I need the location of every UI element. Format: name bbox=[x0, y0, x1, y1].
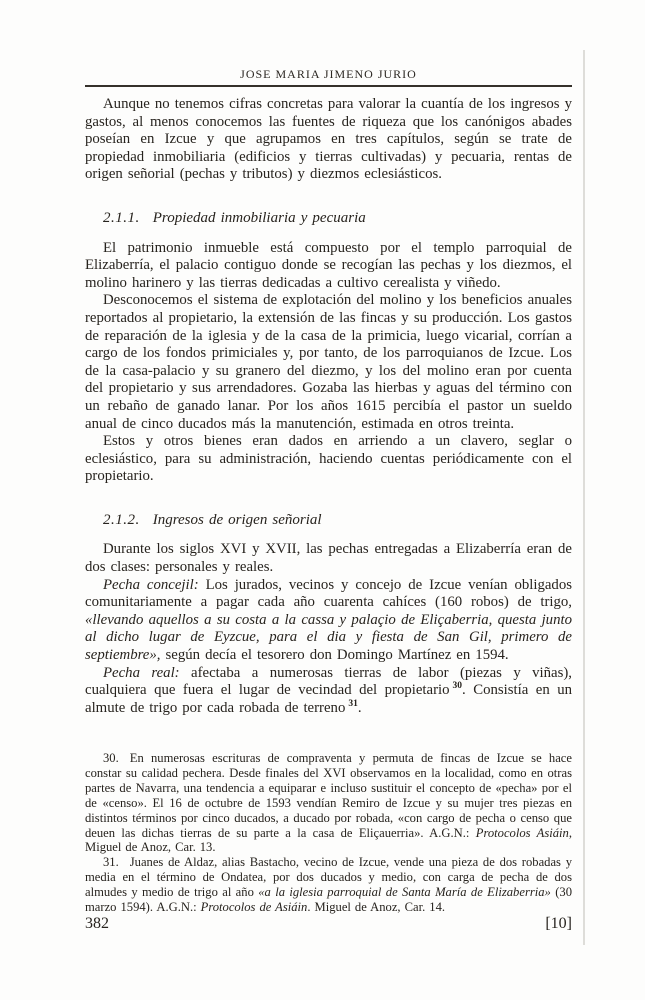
italic-run: Pecha real: bbox=[103, 664, 180, 681]
footnotes bbox=[85, 751, 572, 915]
text-run: Juanes de Aldaz, alias Bastacho, vecino de Izcue, vende una pieza de dos robadas y media en el término de Ondatea, por dos ducados y medio, con carga de pecha de dos almudes y medio de trigo al año bbox=[85, 855, 572, 900]
section-title: Propiedad inmobiliaria y pecuaria bbox=[152, 209, 366, 226]
italic-run: «a la iglesia parroquial de Santa María de Elizaberria» bbox=[258, 885, 551, 900]
header-rule bbox=[85, 85, 572, 87]
body-paragraph bbox=[85, 240, 572, 293]
italic-run: Pecha concejil: bbox=[103, 576, 199, 593]
text-run: Los jurados, vecinos y concejo de Izcue venían obligados comunitariamente a pagar cada año cuarenta cahíces (160 robos) de trigo, bbox=[85, 576, 572, 611]
article-body bbox=[85, 96, 572, 717]
body-paragraph bbox=[85, 96, 572, 184]
text-run: Desconocemos el sistema de explotación del molino y los beneficios anuales reportados al propietario, la extensión de las fincas y su producción. Los gastos de reparación de la iglesia y de la casa de la primicia, luego vicarial, corrían a cargo de los fondos primiciales y, por tanto, de los parroquianos de Izcue. Los de la casa-palacio y su granero del diezmo, y los del molino eran por cuenta del propietario y sus arrendadores. Gozaba las hierbas y aguas del término con un rebaño de ganado lanar. Por los años 1615 percibía el pastor un sueldo anual de cinco ducados más la manutención, estimada en otros treinta. bbox=[85, 292, 572, 432]
body-paragraph bbox=[85, 665, 572, 718]
footnote bbox=[85, 855, 572, 915]
section-heading bbox=[85, 512, 572, 530]
italic-run: «llevando aquellos a su costa a la cassa y palaçio de Eliçaberria, questa junto al dicho lugar de Eyzcue, para el dia y fiesta de San Gil, primero de septiembre», bbox=[85, 611, 572, 664]
page-number: 382 bbox=[85, 915, 109, 932]
footnote-reference: 30 bbox=[452, 681, 463, 692]
text-run: . Miguel de Anoz, Car. 14. bbox=[307, 900, 446, 915]
text-run: . Consistía en un almute de trigo por cada robada de terreno bbox=[85, 682, 572, 716]
footnote bbox=[85, 751, 572, 855]
running-header-author: JOSE MARIA JIMENO JURIO bbox=[240, 67, 417, 81]
footnote-number: 31. bbox=[103, 855, 119, 870]
text-run: Durante los siglos XVI y XVII, las pechas entregadas a Elizaberría eran de dos clases: personales y reales. bbox=[85, 541, 572, 576]
body-paragraph bbox=[85, 292, 572, 433]
section-title: Ingresos de origen señorial bbox=[152, 511, 322, 528]
scan-artifact-line bbox=[583, 50, 585, 945]
body-paragraph bbox=[85, 577, 572, 665]
footnote-number: 30. bbox=[103, 751, 119, 765]
body-paragraph bbox=[85, 433, 572, 486]
folio-number: [10] bbox=[545, 915, 572, 932]
section-number: 2.1.2. bbox=[103, 511, 140, 528]
text-run: En numerosas escrituras de compraventa y permuta de fincas de Izcue se hace constar su calidad pechera. Desde finales del XVI observamos en la localidad, como en otras partes de Navarra, una tendencia a equiparar e incluso sustituir el concepto de «pecha» por el de «censo». El 16 de octubre de 1593 vendían Remiro de Izcue y su mujer tres piezas en distintos términos por cinco ducados, a ducado por robada, «con cargo de pecha o censo que deuen las dichas tierras de su parte a la casa de Eliçauerria». A.G.N.: bbox=[85, 751, 572, 840]
italic-run: Protocolos de Asiáin bbox=[200, 900, 308, 915]
body-paragraph bbox=[85, 541, 572, 576]
page-footer bbox=[85, 915, 572, 933]
text-run: , Miguel de Anoz, Car. 13. bbox=[85, 825, 573, 855]
italic-run: Protocolos Asiáin bbox=[475, 825, 569, 840]
text-run: Estos y otros bienes eran dados en arriendo a un clavero, seglar o eclesiástico, para su administración, haciendo cuentas periódicamente con el propietario. bbox=[85, 433, 572, 485]
text-run: . bbox=[357, 699, 362, 716]
text-run: afectaba a numerosas tierras de labor (piezas y viñas), cualquiera que fuera el lugar de vecindad del propietario bbox=[85, 664, 573, 699]
text-run: según decía el tesorero don Domingo Martínez en 1594. bbox=[160, 647, 509, 664]
section-number: 2.1.1. bbox=[103, 209, 140, 226]
footnote-reference: 31 bbox=[348, 698, 358, 709]
section-heading bbox=[85, 210, 572, 228]
text-run: Aunque no tenemos cifras concretas para valorar la cuantía de los ingresos y gastos, al menos conocemos las fuentes de riqueza que los canónigos abades poseían en Izcue y que agrupamos en tres capítulos, según se trate de propiedad inmobiliaria (edificios y tierras cultivadas) y pecuaria, rentas de origen señorial (pechas y tributos) y diezmos eclesiásticos. bbox=[85, 96, 572, 183]
text-run: El patrimonio inmueble está compuesto por el templo parroquial de Elizaberría, el palacio contiguo donde se recogían las pechas y los diezmos, el molino harinero y las tierras dedicadas a cultivo cerealista y viñedo. bbox=[85, 239, 572, 291]
text-run: (30 marzo 1594). A.G.N.: bbox=[85, 885, 572, 915]
